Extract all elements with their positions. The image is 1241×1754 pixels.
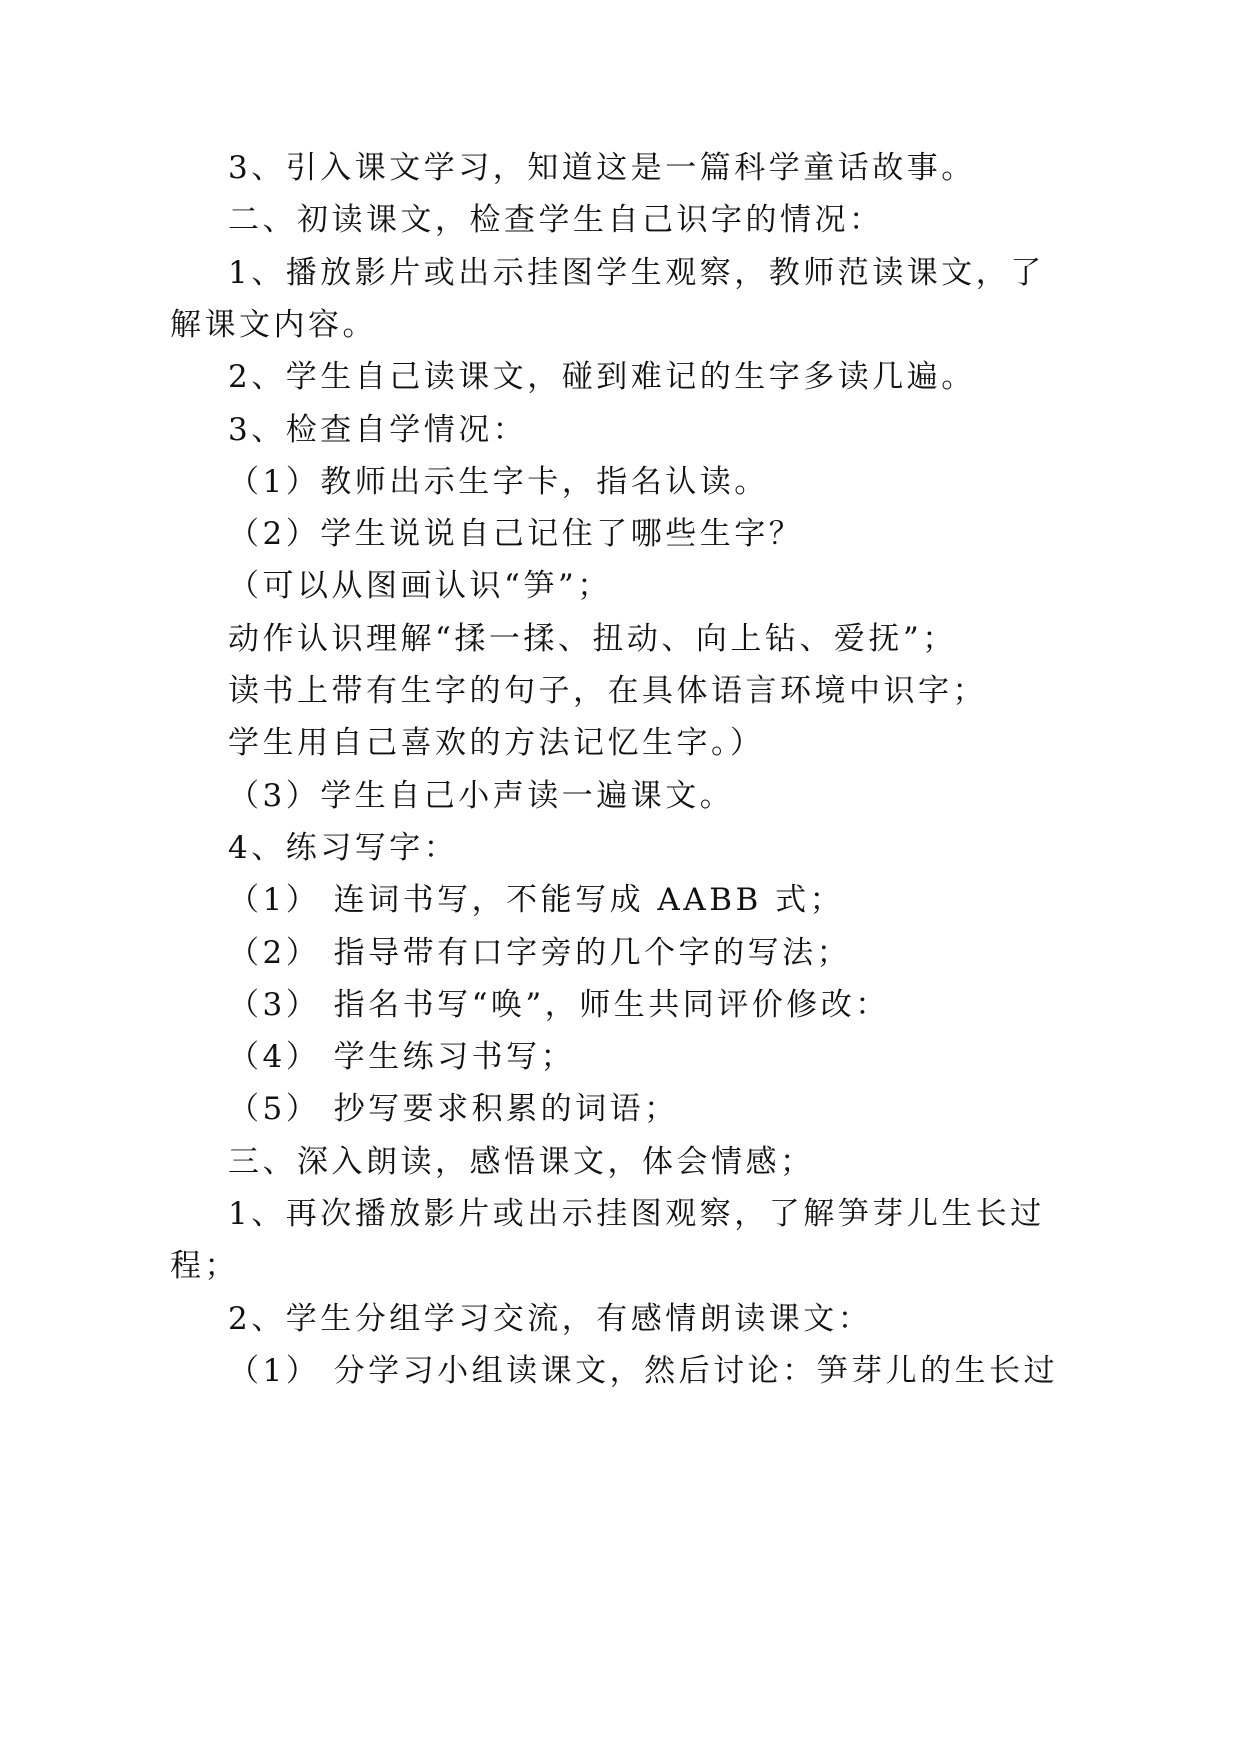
text-line: （2） 指导带有口字旁的几个字的写法； xyxy=(228,935,852,971)
text-line: （1） 分学习小组读课文，然后讨论：笋芽儿的生长过 xyxy=(228,1353,1059,1389)
text-line: （1）教师出示生字卡，指名认读。 xyxy=(228,464,769,500)
text-line: 动作认识理解“揉一揉、扭动、向上钻、爱抚”； xyxy=(228,621,957,657)
text-line: （2）学生说说自己记住了哪些生字？ xyxy=(228,516,804,552)
text-line: （3）学生自己小声读一遍课文。 xyxy=(228,778,735,814)
text-line: 4、练习写字： xyxy=(228,830,459,866)
text-line: （可以从图画认识“笋”； xyxy=(228,568,612,604)
text-line: 学生用自己喜欢的方法记忆生字。） xyxy=(228,725,765,761)
text-line: 1、再次播放影片或出示挂图观察，了解笋芽儿生长过 xyxy=(228,1196,1045,1232)
text-line: 三、深入朗读，感悟课文，体会情感； xyxy=(228,1144,815,1180)
text-line: （3） 指名书写“唤”，师生共同评价修改： xyxy=(228,987,890,1023)
text-line: 2、学生分组学习交流，有感情朗读课文： xyxy=(228,1301,873,1337)
text-line: （1） 连词书写，不能写成 AABB 式； xyxy=(228,882,845,918)
text-line: （5） 抄写要求积累的词语； xyxy=(228,1091,679,1127)
text-line: 读书上带有生字的句子，在具体语言环境中识字； xyxy=(228,673,987,709)
text-line: 二、初读课文，检查学生自己识字的情况： xyxy=(228,202,884,238)
text-line: 解课文内容。 xyxy=(170,307,377,343)
text-line: 3、引入课文学习，知道这是一篇科学童话故事。 xyxy=(228,150,976,186)
text-line: （4） 学生练习书写； xyxy=(228,1039,576,1075)
text-line: 2、学生自己读课文，碰到难记的生字多读几遍。 xyxy=(228,359,976,395)
text-line: 1、播放影片或出示挂图学生观察，教师范读课文，了 xyxy=(228,255,1045,291)
text-line: 程； xyxy=(170,1248,239,1284)
text-line: 3、检查自学情况： xyxy=(228,412,528,448)
